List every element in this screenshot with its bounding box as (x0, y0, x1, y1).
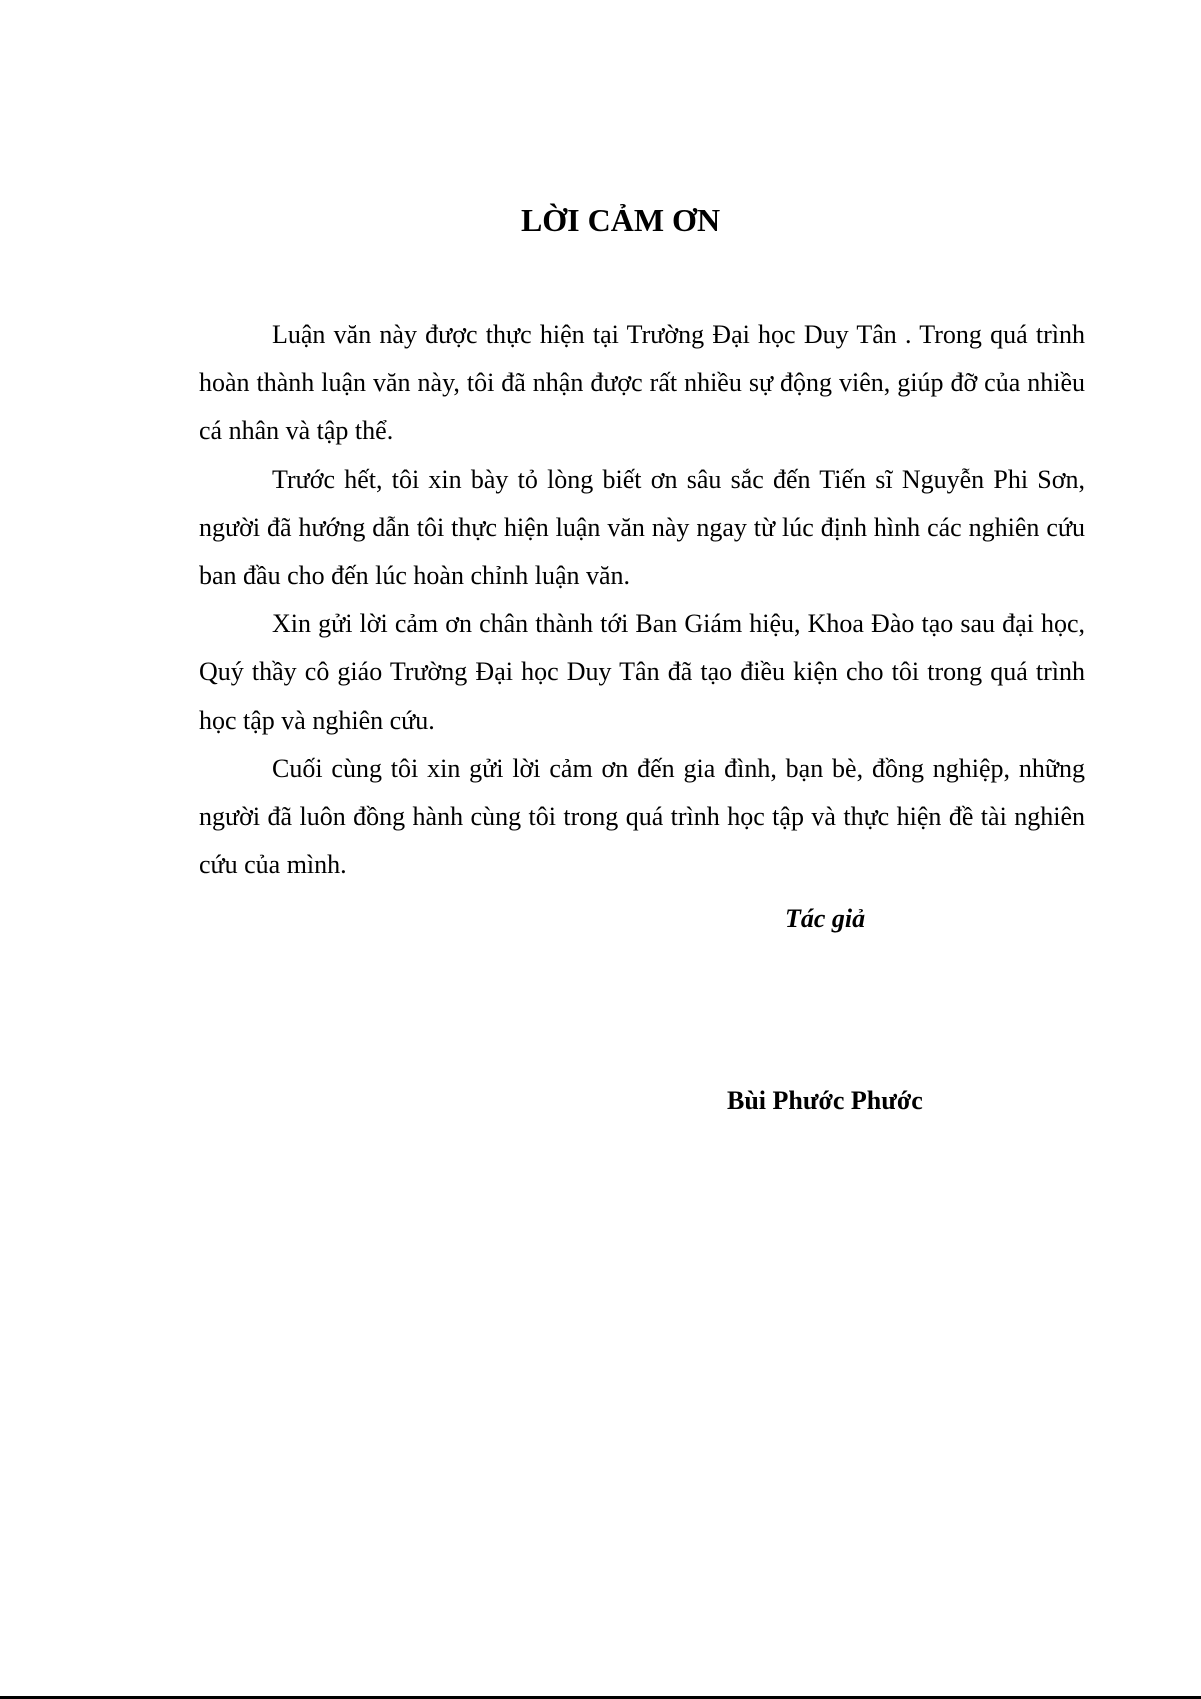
paragraph-3: Xin gửi lời cảm ơn chân thành tới Ban Giám hiệu, Khoa Đào tạo sau đại học, Quý thầy cô giáo Trường Đại học Duy Tân đã tạo điều kiện cho tôi trong quá trình học tập và nghiên cứu. (199, 609, 1085, 735)
page-title: LỜI CẢM ƠN (520, 202, 721, 238)
paragraph-1: Luận văn này được thực hiện tại Trường Đại học Duy Tân . Trong quá trình hoàn thành luận văn này, tôi đã nhận được rất nhiều sự động viên, giúp đỡ của nhiều cá nhân và tập thể. (199, 320, 1085, 446)
body-text (199, 311, 1085, 889)
paragraph-2: Trước hết, tôi xin bày tỏ lòng biết ơn sâu sắc đến Tiến sĩ Nguyễn Phi Sơn, người đã hướng dẫn tôi thực hiện luận văn này ngay từ lúc định hình các nghiên cứu ban đầu cho đến lúc hoàn chỉnh luận văn. (199, 464, 1085, 591)
signature-role: Tác giả (785, 904, 866, 933)
paragraph-4: Cuối cùng tôi xin gửi lời cảm ơn đến gia đình, bạn bè, đồng nghiệp, những người đã luôn đồng hành cùng tôi trong quá trình học tập và thực hiện đề tài nghiên cứu của mình. (199, 753, 1085, 880)
signature-name: Bùi Phước Phước (727, 1086, 923, 1115)
